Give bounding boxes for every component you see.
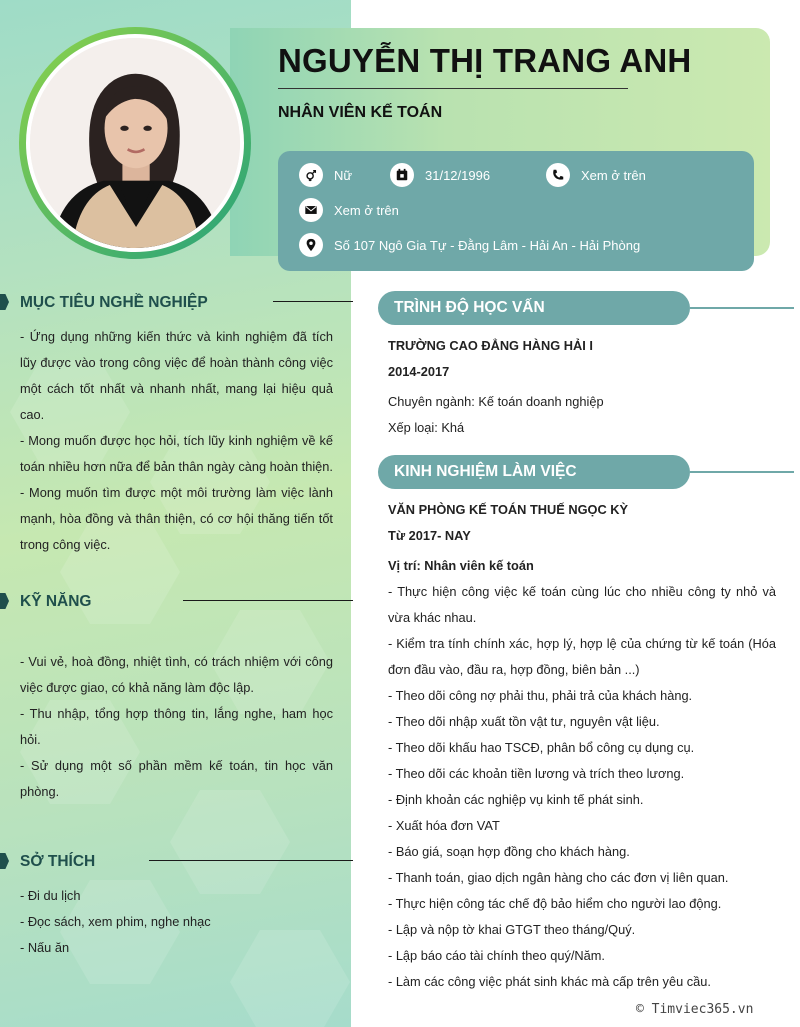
duty-item: - Theo dõi nhập xuất tồn vật tư, nguyên vật liệu. [388,714,660,729]
duty-item: - Theo dõi công nợ phải thu, phải trả của khách hàng. [388,688,693,703]
profile-photo-frame [19,27,251,259]
phone-item [546,163,646,187]
education-period: 2014-2017 [388,364,450,379]
skill-item: - Thu nhập, tổng hợp thông tin, lắng nghe, ham học hỏi. [20,706,333,747]
duty-item: - Lập và nộp tờ khai GTGT theo tháng/Quý. [388,922,636,937]
skills-divider [183,600,353,601]
contact-info-box [278,151,754,271]
duty-item: - Thực hiện công tác chế độ bảo hiểm cho người lao động. [388,896,722,911]
skills-title: KỸ NĂNG [20,593,92,610]
duty-item: - Làm các công việc phát sinh khác mà cấp trên yêu cầu. [388,974,711,989]
objective-item: - Mong muốn được học hỏi, tích lũy kinh nghiệm về kế toán nhiều hơn nữa để bản thân ngày càng hoàn thiện. [20,433,333,474]
hobbies-divider [149,860,353,861]
experience-content [388,497,776,995]
experience-period: Từ 2017- NAY [388,528,471,543]
watermark: © Timviec365.vn [636,1002,754,1017]
hobbies-text [20,883,333,961]
duty-item: - Xuất hóa đơn VAT [388,818,500,833]
duty-item: - Kiểm tra tính chính xác, hợp lý, hợp lệ của chứng từ kế toán (Hóa đơn đầu vào, đầu ra, hợp đồng, biên bản ...) [388,636,776,677]
duty-item: - Thực hiện công việc kế toán cùng lúc cho nhiều công ty nhỏ và vừa khác nhau. [388,584,776,625]
education-content [388,333,776,441]
candidate-name: NGUYỄN THỊ TRANG ANH [278,42,692,79]
duty-item: - Theo dõi khấu hao TSCĐ, phân bổ công cụ dụng cụ. [388,740,695,755]
education-title: TRÌNH ĐỘ HỌC VẤN [378,291,690,325]
gender-item [299,163,352,187]
objective-divider [273,301,353,302]
hobby-item: - Nấu ăn [20,940,70,955]
skill-item: - Sử dụng một số phần mềm kế toán, tin học văn phòng. [20,758,333,799]
location-pin-icon [299,233,323,257]
address-value: Số 107 Ngô Gia Tự - Đằng Lâm - Hải An - Hải Phòng [334,237,641,253]
school-name: TRƯỜNG CAO ĐẲNG HÀNG HẢI I [388,338,593,353]
birthday-item [390,163,490,187]
experience-divider [690,471,794,473]
company-name: VĂN PHÒNG KẾ TOÁN THUẾ NGỌC KỲ [388,502,629,517]
objective-item: - Ứng dụng những kiến thức và kinh nghiệm đã tích lũy được vào trong công việc để hoàn thành công việc một cách tốt nhất và nhanh nhất, mang lại hiệu quả cao. [20,329,333,422]
birthday-value: 31/12/1996 [425,167,491,183]
hobby-item: - Đọc sách, xem phim, nghe nhạc [20,914,211,929]
duty-item: - Theo dõi các khoản tiền lương và trích theo lương. [388,766,685,781]
duty-item: - Định khoản các nghiệp vụ kinh tế phát sinh. [388,792,644,807]
objective-title: MỤC TIÊU NGHỀ NGHIỆP [20,294,208,311]
duty-item: - Thanh toán, giao dịch ngân hàng cho các đơn vị liên quan. [388,870,729,885]
email-icon [299,198,323,222]
calendar-icon [390,163,414,187]
profile-photo [26,34,244,252]
experience-title: KINH NGHIỆM LÀM VIỆC [378,455,690,489]
hexagon-decoration [170,790,290,894]
email-item [299,198,399,222]
name-divider [278,88,628,89]
gender-icon [299,163,323,187]
objective-text [20,324,333,558]
objective-item: - Mong muốn tìm được một môi trường làm việc lành mạnh, hòa đồng và thân thiện, có cơ hội thăng tiến tốt trong công việc. [20,485,333,552]
duty-item: - Báo giá, soạn hợp đồng cho khách hàng. [388,844,630,859]
gender-value: Nữ [334,167,353,183]
phone-icon [546,163,570,187]
education-divider [690,307,794,309]
email-value: Xem ở trên [334,202,399,218]
skills-text [20,649,333,805]
duty-item: - Lập báo cáo tài chính theo quý/Năm. [388,948,605,963]
address-item [299,233,640,257]
education-grade: Xếp loại: Khá [388,420,465,435]
person-portrait-icon [30,38,240,248]
experience-position: Vị trí: Nhân viên kế toán [388,558,534,573]
hobby-item: - Đi du lịch [20,888,81,903]
education-major: Chuyên ngành: Kế toán doanh nghiệp [388,394,604,409]
job-title: NHÂN VIÊN KẾ TOÁN [278,104,443,121]
skill-item: - Vui vẻ, hoà đồng, nhiệt tình, có trách nhiệm với công việc được giao, có khả năng làm độc lập. [20,654,333,695]
phone-value: Xem ở trên [581,167,646,183]
hobbies-title: SỞ THÍCH [20,853,96,870]
